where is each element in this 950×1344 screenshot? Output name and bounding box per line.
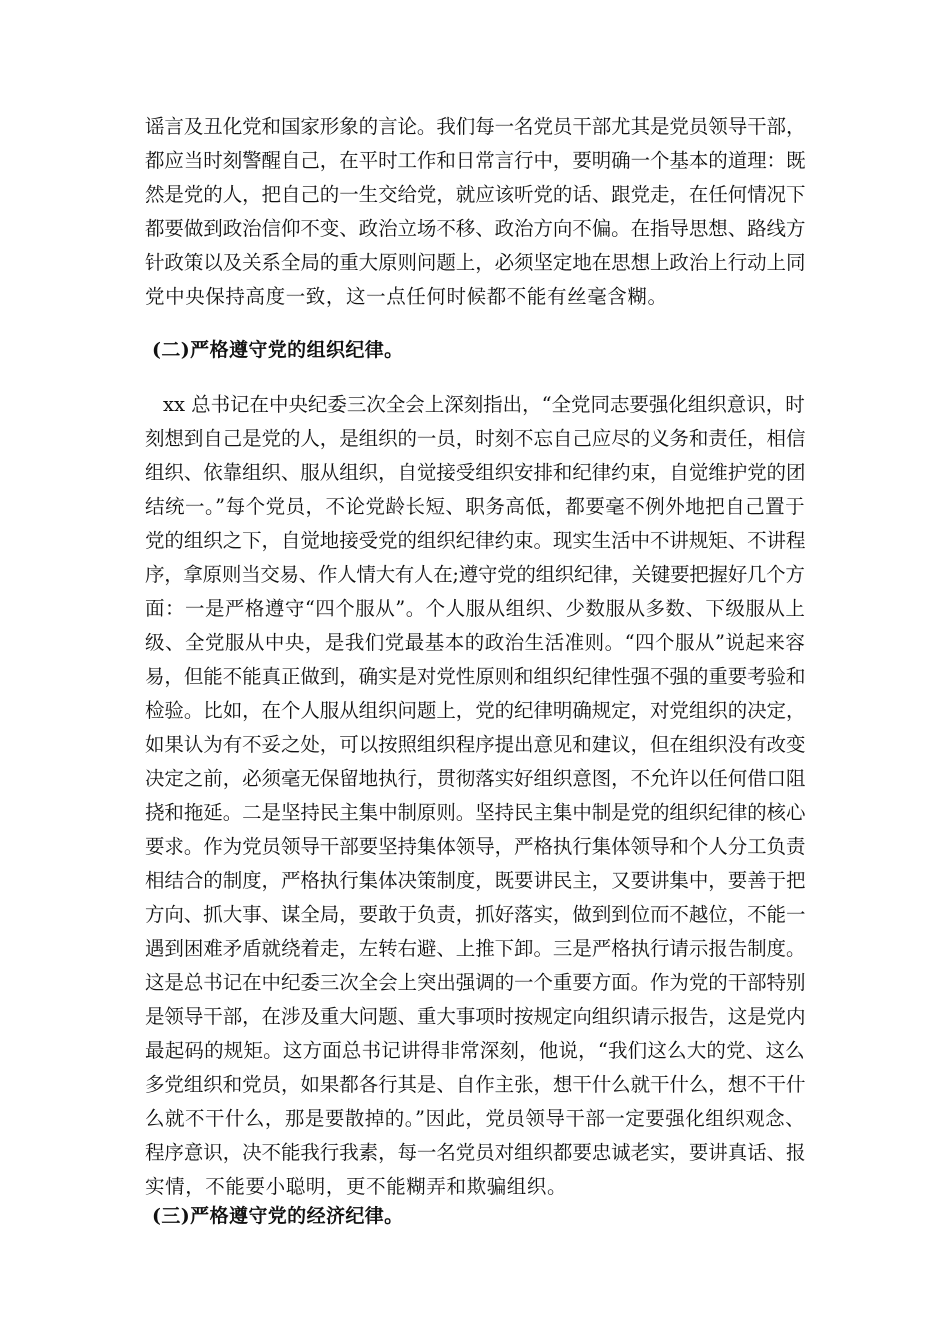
paragraph-line: 都要做到政治信仰不变、政治立场不移、政治方向不偏。在指导思想、路线方 bbox=[145, 217, 806, 240]
paragraph-line: 程序意识，决不能我行我素，每一名党员对组织都要忠诚老实，要讲真话、报 bbox=[145, 1141, 806, 1164]
paragraph-line: 检验。比如，在个人服从组织问题上，党的纪律明确规定，对党组织的决定， bbox=[145, 699, 806, 722]
paragraph-line: 谣言及丑化党和国家形象的言论。我们每一名党员干部尤其是党员领导干部， bbox=[145, 115, 806, 138]
paragraph-line: xx 总书记在中央纪委三次全会上深刻指出，“全党同志要强化组织意识，时 bbox=[163, 393, 805, 416]
paragraph-line: 面：一是严格遵守“四个服从”。个人服从组织、少数服从多数、下级服从上 bbox=[145, 597, 806, 620]
paragraph-line: 党中央保持高度一致，这一点任何时候都不能有丝毫含糊。 bbox=[145, 285, 668, 308]
paragraph-line: 组织、依靠组织、服从组织，自觉接受组织安排和纪律约束，自觉维护党的团 bbox=[145, 461, 806, 484]
paragraph-line: 决定之前，必须毫无保留地执行，贯彻落实好组织意图，不允许以任何借口阻 bbox=[145, 767, 806, 790]
paragraph-line: 易，但能不能真正做到，确实是对党性原则和组织纪律性强不强的重要考验和 bbox=[145, 665, 806, 688]
paragraph-line: 序，拿原则当交易、作人情大有人在;遵守党的组织纪律，关键要把握好几个方 bbox=[145, 563, 805, 586]
paragraph-line: 最起码的规矩。这方面总书记讲得非常深刻，他说，“我们这么大的党、这么 bbox=[145, 1039, 805, 1062]
paragraph-line: 这是总书记在中纪委三次全会上突出强调的一个重要方面。作为党的干部特别 bbox=[145, 971, 806, 994]
paragraph-line: 党的组织之下，自觉地接受党的组织纪律约束。现实生活中不讲规矩、不讲程 bbox=[145, 529, 806, 552]
paragraph-line: 相结合的制度，严格执行集体决策制度，既要讲民主，又要讲集中，要善于把 bbox=[145, 869, 806, 892]
paragraph-line: 多党组织和党员，如果都各行其是、自作主张，想干什么就干什么，想不干什 bbox=[145, 1073, 806, 1096]
paragraph-line: 实情，不能要小聪明，更不能糊弄和欺骗组织。 bbox=[145, 1175, 568, 1198]
section-heading: (三)严格遵守党的经济纪律。 bbox=[152, 1205, 404, 1227]
paragraph-line: 是领导干部，在涉及重大问题、重大事项时按规定向组织请示报告，这是党内 bbox=[145, 1005, 806, 1028]
paragraph-line: 么就不干什么，那是要散掉的。”因此，党员领导干部一定要强化组织观念、 bbox=[145, 1107, 806, 1130]
paragraph-line: 遇到困难矛盾就绕着走，左转右避、上推下卸。三是严格执行请示报告制度。 bbox=[145, 937, 806, 960]
paragraph-line: 刻想到自己是党的人，是组织的一员，时刻不忘自己应尽的义务和责任，相信 bbox=[145, 427, 806, 450]
paragraph-line: 如果认为有不妥之处，可以按照组织程序提出意见和建议，但在组织没有改变 bbox=[145, 733, 806, 756]
paragraph-line: 要求。作为党员领导干部要坚持集体领导，严格执行集体领导和个人分工负责 bbox=[145, 835, 806, 858]
paragraph-line: 方向、抓大事、谋全局，要敢于负责，抓好落实，做到到位而不越位，不能一 bbox=[145, 903, 806, 926]
paragraph-line: 挠和拖延。二是坚持民主集中制原则。坚持民主集中制是党的组织纪律的核心 bbox=[145, 801, 806, 824]
paragraph-line: 针政策以及关系全局的重大原则问题上，必须坚定地在思想上政治上行动上同 bbox=[145, 251, 806, 274]
section-heading: (二)严格遵守党的组织纪律。 bbox=[152, 339, 404, 361]
paragraph-line: 级、全党服从中央，是我们党最基本的政治生活准则。“四个服从”说起来容 bbox=[145, 631, 806, 654]
paragraph-line: 然是党的人，把自己的一生交给党，就应该听党的话、跟党走，在任何情况下 bbox=[145, 183, 806, 206]
paragraph-line: 都应当时刻警醒自己，在平时工作和日常言行中，要明确一个基本的道理：既 bbox=[145, 149, 806, 172]
paragraph-line: 结统一。”每个党员，不论党龄长短、职务高低，都要毫不例外地把自己置于 bbox=[145, 495, 806, 518]
